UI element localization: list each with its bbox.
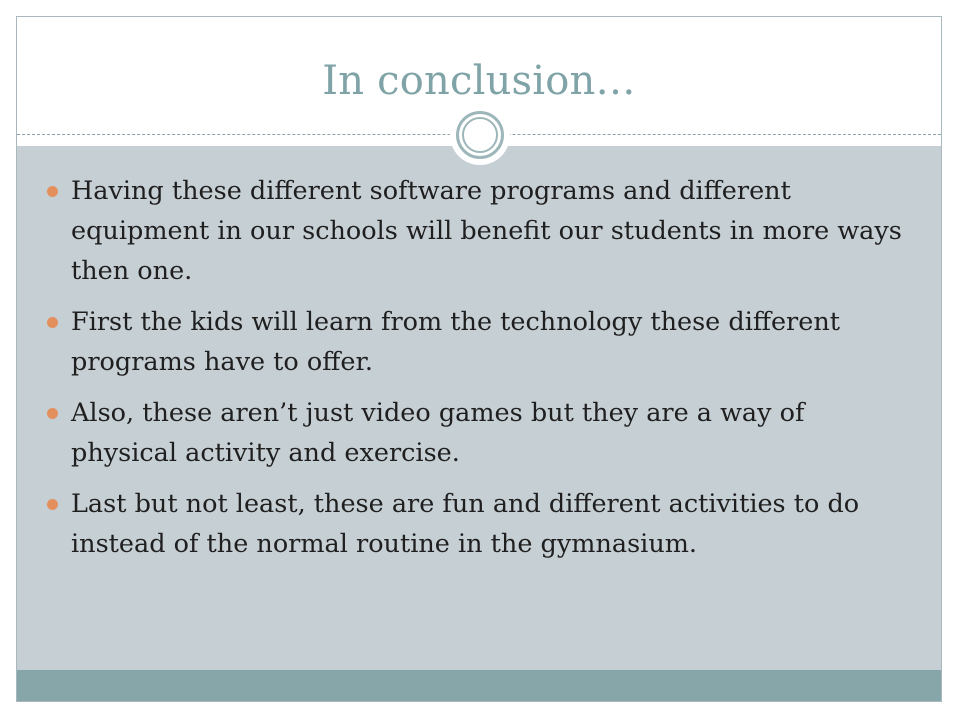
slide-title: In conclusion…: [322, 58, 636, 104]
bullet-dot-icon: [47, 186, 58, 197]
bullet-text: Last but not least, these are fun and different activities to do instead of the normal routine in the gymnasium.: [71, 489, 860, 559]
bullet-item: [47, 302, 917, 382]
bullet-list: [47, 171, 917, 575]
bullet-dot-icon: [47, 499, 58, 510]
bullet-item: [47, 393, 917, 473]
bullet-dot-icon: [47, 408, 58, 419]
bullet-item: [47, 484, 917, 564]
ornament-inner-ring: [462, 117, 498, 153]
bullet-text: Having these different software programs and different equipment in our schools will benefit our students in more ways then one.: [71, 176, 902, 286]
bullet-text: First the kids will learn from the technology these different programs have to offer.: [71, 307, 841, 377]
bullet-item: [47, 171, 917, 291]
footer-bar: [17, 670, 941, 701]
bullet-dot-icon: [47, 317, 58, 328]
bullet-text: Also, these aren’t just video games but they are a way of physical activity and exercise.: [71, 398, 805, 468]
